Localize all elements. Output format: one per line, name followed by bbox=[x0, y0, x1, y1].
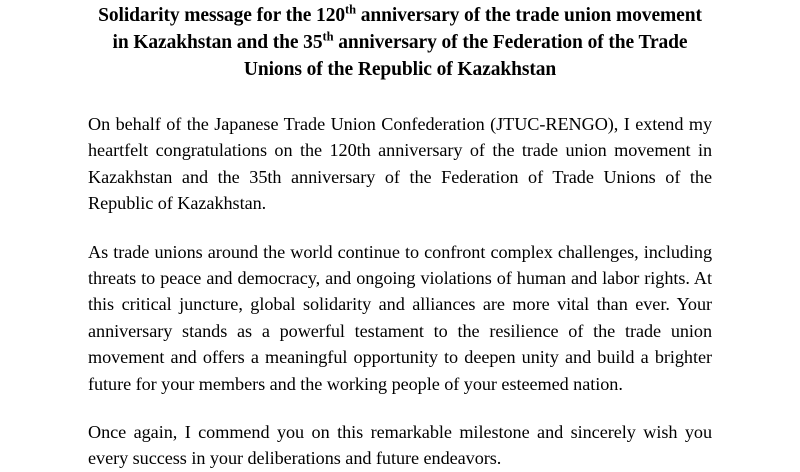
title-line-1-part-1: Solidarity message for the 120 bbox=[98, 5, 346, 26]
paragraph: As trade unions around the world continue to confront complex challenges, including threats to peace and democracy, and ongoing violations of human and labor rights. At this critical juncture, global solidarity and alliances are more vital than ever. Your anniversary stands as a powerful testament to the resilience of the trade union movement and offers a meaningful opportunity to deepen unity and build a brighter future for your members and the working people of your esteemed nation. bbox=[88, 241, 712, 394]
title-line-2-part-2: anniversary of the Federation of bbox=[333, 32, 604, 53]
paragraph: On behalf of the Japanese Trade Union Confederation (JTUC-RENGO), I extend my heartfelt congratulations on the 120th anniversary of the trade union movement in Kazakhstan and the 35th anniversary of the Federation of Trade Unions of the Republic of Kazakhstan. bbox=[88, 114, 712, 214]
page-title bbox=[88, 0, 712, 83]
title-line-1-superscript: th bbox=[345, 2, 356, 17]
title-line-1-part-2: anniversary of the trade union bbox=[355, 5, 612, 26]
paragraph: Once again, I commend you on this remarkable milestone and sincerely wish you every success in your deliberations and future endeavors. bbox=[88, 422, 712, 469]
document-body bbox=[88, 111, 712, 472]
title-line-3: the Trade Unions of the Republic of Kazakhstan bbox=[243, 32, 688, 80]
title-line-2-part-1: movement in Kazakhstan and the 35 bbox=[112, 5, 702, 53]
title-line-2-superscript: th bbox=[322, 29, 334, 44]
